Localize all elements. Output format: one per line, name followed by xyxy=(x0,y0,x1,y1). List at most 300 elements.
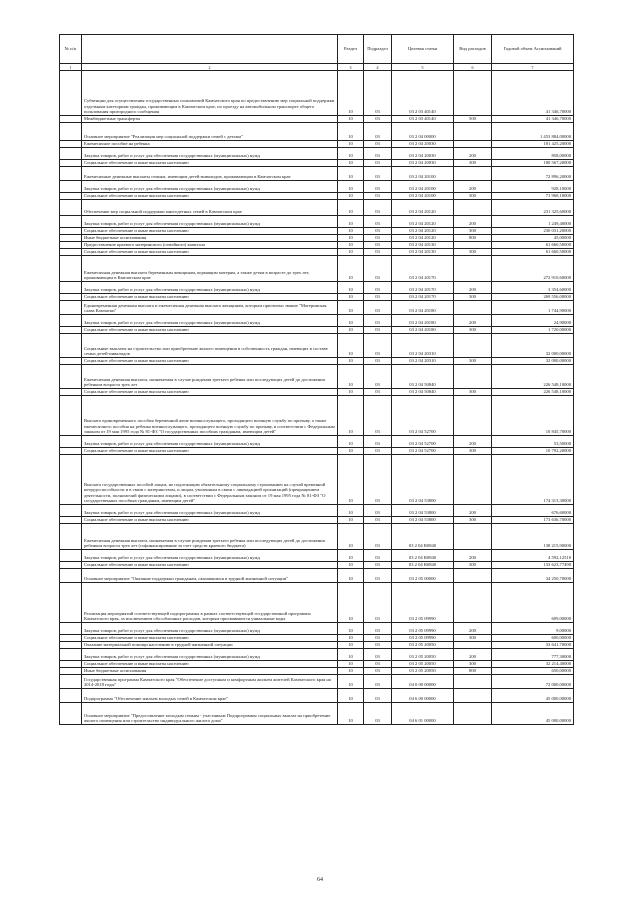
row-sum-cell: 133 623,77490 xyxy=(492,562,574,569)
row-podrazdel-cell: 03 xyxy=(364,649,392,661)
row-num-cell xyxy=(60,396,82,436)
row-name-cell: Социальное обеспечение и иные выплаты населению xyxy=(82,193,338,200)
row-target-article-cell: 03 2 03 40140 xyxy=(392,71,454,116)
table-row xyxy=(60,193,574,200)
row-target-article-cell: 03 2 04 53800 xyxy=(392,505,454,517)
row-num-cell xyxy=(60,249,82,256)
row-podrazdel-cell: 03 xyxy=(364,294,392,301)
row-razdel-cell: 10 xyxy=(338,282,364,294)
row-sum-cell: 1 720,00000 xyxy=(492,327,574,334)
row-podrazdel-cell: 03 xyxy=(364,327,392,334)
row-target-article-cell: 03 2 04 20120 xyxy=(392,235,454,242)
row-name-cell: Социальное обеспечение и иные выплаты населению xyxy=(82,358,338,365)
row-target-article-cell: 03 2 05 09990 xyxy=(392,623,454,635)
row-num-cell xyxy=(60,505,82,517)
table-row xyxy=(60,524,574,550)
row-sum-cell: 1 249,40000 xyxy=(492,216,574,228)
row-expense-type-cell xyxy=(454,703,492,725)
row-sum-cell: 226 548,10000 xyxy=(492,365,574,389)
row-razdel-cell: 10 xyxy=(338,668,364,675)
row-expense-type-cell xyxy=(454,256,492,282)
colnum: 2 xyxy=(82,64,338,71)
row-num-cell xyxy=(60,148,82,160)
row-target-article-cell: 03 2 04 20170 xyxy=(392,282,454,294)
row-num-cell xyxy=(60,689,82,703)
row-target-article-cell: 03 2 04 20030 xyxy=(392,160,454,167)
row-sum-cell: 180 567,20000 xyxy=(492,160,574,167)
row-num-cell xyxy=(60,160,82,167)
row-num-cell xyxy=(60,562,82,569)
row-podrazdel-cell: 03 xyxy=(364,200,392,216)
row-sum-cell: 72 896,20000 xyxy=(492,167,574,181)
row-expense-type-cell xyxy=(454,200,492,216)
table-row xyxy=(60,167,574,181)
row-name-cell: Закупка товаров, работ и услуг для обеспечения государственных (муниципальных) нужд xyxy=(82,550,338,562)
row-sum-cell: 226 548,10000 xyxy=(492,389,574,396)
row-razdel-cell: 10 xyxy=(338,550,364,562)
table-row xyxy=(60,550,574,562)
header-expense-type: Вид расходов xyxy=(454,35,492,64)
table-row xyxy=(60,160,574,167)
row-num-cell xyxy=(60,635,82,642)
row-razdel-cell: 10 xyxy=(338,455,364,505)
row-num-cell xyxy=(60,668,82,675)
row-expense-type-cell: 300 xyxy=(454,160,492,167)
row-razdel-cell: 10 xyxy=(338,294,364,301)
row-expense-type-cell xyxy=(454,365,492,389)
row-expense-type-cell xyxy=(454,123,492,141)
row-target-article-cell: 03 2 04 52700 xyxy=(392,448,454,455)
row-name-cell: Предоставление краевого материнского (семейного) капитала xyxy=(82,242,338,249)
row-sum-cell: 32 000,00000 xyxy=(492,334,574,358)
colnum: 5 xyxy=(392,64,454,71)
row-expense-type-cell: 300 xyxy=(454,562,492,569)
table-row xyxy=(60,505,574,517)
row-podrazdel-cell: 03 xyxy=(364,524,392,550)
row-expense-type-cell: 200 xyxy=(454,436,492,448)
row-razdel-cell: 10 xyxy=(338,396,364,436)
row-razdel-cell: 10 xyxy=(338,675,364,689)
row-name-cell: Выплата государственных пособий лицам, не подлежащим обязательному социальному страхованию на случай временной нетрудоспособности и в связи с материнством, и лицам, уволенным в связи с ликвидацией организаций (прекращением деятельности, полномочий физическими лицами), в соответствии с Федеральным законом от 19 мая 1995 года № 81-ФЗ "О государственных пособиях гражданам, имеющим детей" xyxy=(82,455,338,505)
table-row xyxy=(60,228,574,235)
row-target-article-cell: 04 6 00 00000 xyxy=(392,689,454,703)
row-name-cell: Ежемесячная денежная выплата беременным женщинам, кормящим матерям, а также детям в возрасте до трех лет, проживающим в Камчатском крае xyxy=(82,256,338,282)
row-target-article-cell: 03 2 04 50840 xyxy=(392,389,454,396)
row-podrazdel-cell: 03 xyxy=(364,505,392,517)
table-body xyxy=(60,71,574,725)
row-podrazdel-cell: 03 xyxy=(364,301,392,315)
row-podrazdel-cell: 03 xyxy=(364,358,392,365)
row-podrazdel-cell: 03 xyxy=(364,282,392,294)
row-sum-cell: 9,00000 xyxy=(492,623,574,635)
row-target-article-cell: 03 2 04 53800 xyxy=(392,455,454,505)
row-num-cell xyxy=(60,193,82,200)
row-name-cell: Социальное обеспечение и иные выплаты населению xyxy=(82,249,338,256)
row-razdel-cell: 10 xyxy=(338,365,364,389)
row-expense-type-cell: 300 xyxy=(454,358,492,365)
row-target-article-cell: 03 2 04 20100 xyxy=(392,167,454,181)
row-num-cell xyxy=(60,294,82,301)
row-podrazdel-cell: 03 xyxy=(364,334,392,358)
row-expense-type-cell: 200 xyxy=(454,216,492,228)
row-target-article-cell: 03 2 04 20100 xyxy=(392,193,454,200)
row-expense-type-cell xyxy=(454,689,492,703)
row-sum-cell: 71 968,10000 xyxy=(492,193,574,200)
table-row xyxy=(60,200,574,216)
row-num-cell xyxy=(60,167,82,181)
row-podrazdel-cell: 03 xyxy=(364,689,392,703)
row-target-article-cell: 03 2 04 52700 xyxy=(392,396,454,436)
row-num-cell xyxy=(60,181,82,193)
row-target-article-cell: 03 2 04 R0840 xyxy=(392,524,454,550)
row-expense-type-cell: 300 xyxy=(454,389,492,396)
row-expense-type-cell xyxy=(454,396,492,436)
row-name-cell: Закупка товаров, работ и услуг для обеспечения государственных (муниципальных) нужд xyxy=(82,623,338,635)
row-sum-cell: 269 556,00000 xyxy=(492,294,574,301)
table-row xyxy=(60,116,574,123)
page-number: 64 xyxy=(317,877,323,883)
row-expense-type-cell: 200 xyxy=(454,282,492,294)
row-name-cell: Социальное обеспечение и иные выплаты населению xyxy=(82,661,338,668)
row-razdel-cell: 10 xyxy=(338,141,364,148)
row-podrazdel-cell: 03 xyxy=(364,160,392,167)
row-sum-cell: 1 453 884,00000 xyxy=(492,123,574,141)
row-target-article-cell: 03 2 05 20050 xyxy=(392,642,454,649)
row-sum-cell: 173 636,70000 xyxy=(492,517,574,524)
colnum: 7 xyxy=(492,64,574,71)
colnum: 1 xyxy=(60,64,82,71)
table-row xyxy=(60,623,574,635)
row-razdel-cell: 10 xyxy=(338,517,364,524)
row-podrazdel-cell: 03 xyxy=(364,642,392,649)
row-podrazdel-cell: 03 xyxy=(364,141,392,148)
row-podrazdel-cell: 03 xyxy=(364,365,392,389)
row-num-cell xyxy=(60,334,82,358)
row-name-cell: Иные бюджетные ассигнования xyxy=(82,668,338,675)
row-expense-type-cell xyxy=(454,642,492,649)
table-row xyxy=(60,635,574,642)
row-target-article-cell: 03 2 04 20310 xyxy=(392,334,454,358)
row-razdel-cell: 10 xyxy=(338,642,364,649)
table-row xyxy=(60,216,574,228)
row-num-cell xyxy=(60,327,82,334)
row-expense-type-cell: 300 xyxy=(454,517,492,524)
row-name-cell: Социальное обеспечение и иные выплаты населению xyxy=(82,448,338,455)
row-razdel-cell: 10 xyxy=(338,623,364,635)
header-razdel: Раздел xyxy=(338,35,364,64)
table-row xyxy=(60,148,574,160)
row-target-article-cell: 03 2 04 20130 xyxy=(392,249,454,256)
row-sum-cell: 777,30000 xyxy=(492,649,574,661)
row-podrazdel-cell: 03 xyxy=(364,256,392,282)
row-sum-cell: 72 000,00000 xyxy=(492,675,574,689)
row-sum-cell: 676,60000 xyxy=(492,505,574,517)
header-num: № п/п xyxy=(60,35,82,64)
row-sum-cell: 45 000,00000 xyxy=(492,689,574,703)
row-name-cell: Закупка товаров, работ и услуг для обеспечения государственных (муниципальных) нужд xyxy=(82,505,338,517)
row-razdel-cell: 10 xyxy=(338,569,364,583)
row-sum-cell: 600,00000 xyxy=(492,635,574,642)
row-podrazdel-cell: 03 xyxy=(364,193,392,200)
row-razdel-cell: 10 xyxy=(338,327,364,334)
row-razdel-cell: 10 xyxy=(338,524,364,550)
row-name-cell: Субвенции для осуществления государственных полномочий Камчатского края по предоставлению мер социальной поддержки отдельным категориям граждан, проживающим в Камчатском крае, по проезду на автомобильном транспорте общего пользования пригородного сообщения xyxy=(82,71,338,116)
row-podrazdel-cell: 03 xyxy=(364,235,392,242)
row-podrazdel-cell: 03 xyxy=(364,675,392,689)
row-target-article-cell: 03 2 04 R0840 xyxy=(392,550,454,562)
row-name-cell: Ежемесячная денежная выплата, назначаемая в случае рождения третьего ребенка или последующих детей до достижения ребенком возраста трех лет xyxy=(82,365,338,389)
row-target-article-cell: 03 2 05 20050 xyxy=(392,649,454,661)
row-sum-cell: 272 910,60000 xyxy=(492,256,574,282)
row-razdel-cell: 10 xyxy=(338,249,364,256)
row-razdel-cell: 10 xyxy=(338,116,364,123)
row-expense-type-cell xyxy=(454,675,492,689)
row-sum-cell: 32 214,40000 xyxy=(492,661,574,668)
table-header-row xyxy=(60,35,574,64)
row-razdel-cell: 10 xyxy=(338,301,364,315)
row-num-cell xyxy=(60,524,82,550)
row-razdel-cell: 10 xyxy=(338,358,364,365)
row-razdel-cell: 10 xyxy=(338,193,364,200)
row-sum-cell: 174 313,30000 xyxy=(492,455,574,505)
row-podrazdel-cell: 03 xyxy=(364,436,392,448)
row-sum-cell: 45 000,00000 xyxy=(492,703,574,725)
row-expense-type-cell: 200 xyxy=(454,623,492,635)
row-sum-cell: 61 660,50000 xyxy=(492,249,574,256)
row-name-cell: Оказание материальной помощи населению в трудной жизненной ситуации xyxy=(82,642,338,649)
row-target-article-cell: 03 2 04 20310 xyxy=(392,358,454,365)
row-name-cell: Закупка товаров, работ и услуг для обеспечения государственных (муниципальных) нужд xyxy=(82,282,338,294)
row-name-cell: Ежемесячная денежная выплата, назначаемая в случае рождения третьего ребенка или последующих детей до достижения ребенком возраста трех лет (софинансирование за счет средств краевого бюджета) xyxy=(82,524,338,550)
table-row xyxy=(60,327,574,334)
row-expense-type-cell xyxy=(454,71,492,116)
row-name-cell: Социальное обеспечение и иные выплаты населению xyxy=(82,562,338,569)
row-target-article-cell: 04 6 01 00000 xyxy=(392,703,454,725)
row-sum-cell: 34 250,70000 xyxy=(492,569,574,583)
row-expense-type-cell xyxy=(454,242,492,249)
row-name-cell: Социальное обеспечение и иные выплаты населению xyxy=(82,294,338,301)
row-expense-type-cell: 200 xyxy=(454,649,492,661)
row-sum-cell: 33 641,70000 xyxy=(492,642,574,649)
row-target-article-cell: 03 2 04 20180 xyxy=(392,315,454,327)
row-podrazdel-cell: 03 xyxy=(364,71,392,116)
row-expense-type-cell: 200 xyxy=(454,148,492,160)
row-num-cell xyxy=(60,649,82,661)
row-num-cell xyxy=(60,242,82,249)
row-podrazdel-cell: 03 xyxy=(364,550,392,562)
row-sum-cell: 45,00000 xyxy=(492,235,574,242)
row-target-article-cell: 03 2 05 09990 xyxy=(392,583,454,623)
row-name-cell: Выплата единовременного пособия беременной жене военнослужащего, проходящего военную службу по призыву, а также ежемесячного пособия на ребенка военнослужащего, проходящего военную службу по призыву, в соответствии с Федеральным законом от 19 мая 1995 года № 81-ФЗ "О государственных пособиях гражданам, имеющим детей" xyxy=(82,396,338,436)
table-row xyxy=(60,389,574,396)
row-sum-cell: 3 354,60000 xyxy=(492,282,574,294)
table-row xyxy=(60,315,574,327)
row-name-cell: Социальное обеспечение и иные выплаты населению xyxy=(82,327,338,334)
row-num-cell xyxy=(60,569,82,583)
row-name-cell: Социальное обеспечение и иные выплаты населению xyxy=(82,160,338,167)
row-name-cell: Реализация мероприятий соответствующей подпрограммы в рамках соответствующей государственной программы Камчатского края, за исключением обособленных расходов, которым присваиваются уникальные коды xyxy=(82,583,338,623)
row-name-cell: Основное мероприятие "Предоставление молодым семьям - участникам Подпрограммы социальных выплат на приобретение жилого помещения или строительство индивидуального жилого дома" xyxy=(82,703,338,725)
table-row xyxy=(60,455,574,505)
row-expense-type-cell: 300 xyxy=(454,635,492,642)
header-target-article: Целевая статья xyxy=(392,35,454,64)
row-razdel-cell: 10 xyxy=(338,635,364,642)
row-target-article-cell: 03 2 04 20130 xyxy=(392,242,454,249)
row-num-cell xyxy=(60,256,82,282)
row-podrazdel-cell: 03 xyxy=(364,703,392,725)
row-name-cell: Закупка товаров, работ и услуг для обеспечения государственных (муниципальных) нужд xyxy=(82,649,338,661)
row-sum-cell: 10 845,70000 xyxy=(492,396,574,436)
row-name-cell: Ежемесячные денежные выплаты семьям, имеющим детей-инвалидов, проживающим в Камчатском крае xyxy=(82,167,338,181)
row-expense-type-cell: 800 xyxy=(454,235,492,242)
row-num-cell xyxy=(60,116,82,123)
table-row xyxy=(60,689,574,703)
table-row xyxy=(60,358,574,365)
row-target-article-cell: 03 2 04 20030 xyxy=(392,148,454,160)
row-podrazdel-cell: 03 xyxy=(364,181,392,193)
row-num-cell xyxy=(60,661,82,668)
row-razdel-cell: 10 xyxy=(338,216,364,228)
row-razdel-cell: 10 xyxy=(338,583,364,623)
row-sum-cell: 928,10000 xyxy=(492,181,574,193)
row-num-cell xyxy=(60,455,82,505)
row-num-cell xyxy=(60,216,82,228)
row-razdel-cell: 10 xyxy=(338,148,364,160)
row-podrazdel-cell: 03 xyxy=(364,228,392,235)
row-sum-cell: 32 000,00000 xyxy=(492,358,574,365)
row-num-cell xyxy=(60,123,82,141)
row-num-cell xyxy=(60,358,82,365)
row-target-article-cell: 03 2 04 50840 xyxy=(392,365,454,389)
row-target-article-cell: 03 2 05 20050 xyxy=(392,661,454,668)
table-row xyxy=(60,448,574,455)
row-expense-type-cell xyxy=(454,583,492,623)
row-name-cell: Закупка товаров, работ и услуг для обеспечения государственных (муниципальных) нужд xyxy=(82,148,338,160)
row-target-article-cell: 03 2 05 09990 xyxy=(392,635,454,642)
row-target-article-cell: 03 2 04 20120 xyxy=(392,200,454,216)
table-row xyxy=(60,517,574,524)
row-sum-cell: 609,00000 xyxy=(492,583,574,623)
row-podrazdel-cell: 03 xyxy=(364,668,392,675)
row-expense-type-cell: 300 xyxy=(454,661,492,668)
row-podrazdel-cell: 03 xyxy=(364,583,392,623)
row-name-cell: Основное мероприятие "Оказание поддержки гражданам, оказавшимся в трудной жизненной ситуации" xyxy=(82,569,338,583)
row-expense-type-cell: 300 xyxy=(454,249,492,256)
row-target-article-cell: 04 0 00 00000 xyxy=(392,675,454,689)
row-razdel-cell: 10 xyxy=(338,661,364,668)
row-target-article-cell: 03 2 05 00000 xyxy=(392,569,454,583)
row-target-article-cell: 03 2 04 20180 xyxy=(392,301,454,315)
header-annual-sum: Годовой объем Ассигнований xyxy=(492,35,574,64)
table-row xyxy=(60,365,574,389)
row-razdel-cell: 10 xyxy=(338,448,364,455)
row-name-cell: Обеспечение мер социальной поддержки многодетных семей в Камчатском крае xyxy=(82,200,338,216)
row-num-cell xyxy=(60,623,82,635)
table-row xyxy=(60,649,574,661)
row-expense-type-cell xyxy=(454,524,492,550)
table-row xyxy=(60,301,574,315)
row-num-cell xyxy=(60,315,82,327)
row-num-cell xyxy=(60,365,82,389)
row-num-cell xyxy=(60,71,82,116)
row-name-cell: Закупка товаров, работ и услуг для обеспечения государственных (муниципальных) нужд xyxy=(82,436,338,448)
row-name-cell: Социальное обеспечение и иные выплаты населению xyxy=(82,228,338,235)
row-sum-cell: 24,90000 xyxy=(492,315,574,327)
row-razdel-cell: 10 xyxy=(338,436,364,448)
row-razdel-cell: 10 xyxy=(338,71,364,116)
table-row xyxy=(60,181,574,193)
row-num-cell xyxy=(60,301,82,315)
row-num-cell xyxy=(60,550,82,562)
row-expense-type-cell: 200 xyxy=(454,315,492,327)
row-podrazdel-cell: 03 xyxy=(364,389,392,396)
row-name-cell: Социальное обеспечение и иные выплаты населению xyxy=(82,635,338,642)
row-expense-type-cell: 200 xyxy=(454,550,492,562)
row-name-cell: Ежемесячное пособие на ребенка xyxy=(82,141,338,148)
table-row xyxy=(60,396,574,436)
row-podrazdel-cell: 03 xyxy=(364,148,392,160)
row-podrazdel-cell: 03 xyxy=(364,216,392,228)
row-razdel-cell: 10 xyxy=(338,123,364,141)
row-num-cell xyxy=(60,448,82,455)
colnum: 3 xyxy=(338,64,364,71)
row-name-cell: Закупка товаров, работ и услуг для обеспечения государственных (муниципальных) нужд xyxy=(82,216,338,228)
row-razdel-cell: 10 xyxy=(338,315,364,327)
row-target-article-cell: 03 2 04 20180 xyxy=(392,327,454,334)
table-row xyxy=(60,334,574,358)
row-sum-cell: 650,00000 xyxy=(492,668,574,675)
row-num-cell xyxy=(60,141,82,148)
row-razdel-cell: 10 xyxy=(338,181,364,193)
row-razdel-cell: 10 xyxy=(338,256,364,282)
row-razdel-cell: 10 xyxy=(338,562,364,569)
row-num-cell xyxy=(60,517,82,524)
row-sum-cell: 41 346,70000 xyxy=(492,116,574,123)
row-podrazdel-cell: 03 xyxy=(364,448,392,455)
row-razdel-cell: 10 xyxy=(338,505,364,517)
row-razdel-cell: 10 xyxy=(338,228,364,235)
row-sum-cell: 10 792,20000 xyxy=(492,448,574,455)
row-num-cell xyxy=(60,703,82,725)
row-sum-cell: 53,50000 xyxy=(492,436,574,448)
row-name-cell: Основное мероприятие "Реализация мер социальной поддержки семей с детьми" xyxy=(82,123,338,141)
row-expense-type-cell: 300 xyxy=(454,193,492,200)
row-target-article-cell: 03 2 04 20170 xyxy=(392,294,454,301)
row-num-cell xyxy=(60,389,82,396)
row-razdel-cell: 10 xyxy=(338,703,364,725)
row-num-cell xyxy=(60,675,82,689)
row-target-article-cell: 03 2 04 20120 xyxy=(392,216,454,228)
row-num-cell xyxy=(60,583,82,623)
table-row xyxy=(60,661,574,668)
row-expense-type-cell xyxy=(454,167,492,181)
row-name-cell: Межбюджетные трансферты xyxy=(82,116,338,123)
table-row xyxy=(60,703,574,725)
row-sum-cell: 61 660,50000 xyxy=(492,242,574,249)
row-razdel-cell: 10 xyxy=(338,235,364,242)
row-target-article-cell: 03 2 04 52700 xyxy=(392,436,454,448)
row-expense-type-cell xyxy=(454,569,492,583)
table-row xyxy=(60,282,574,294)
row-expense-type-cell: 300 xyxy=(454,228,492,235)
row-expense-type-cell: 300 xyxy=(454,327,492,334)
row-razdel-cell: 10 xyxy=(338,689,364,703)
row-expense-type-cell xyxy=(454,334,492,358)
row-razdel-cell: 10 xyxy=(338,242,364,249)
row-expense-type-cell xyxy=(454,301,492,315)
table-row xyxy=(60,583,574,623)
header-name xyxy=(82,35,338,64)
